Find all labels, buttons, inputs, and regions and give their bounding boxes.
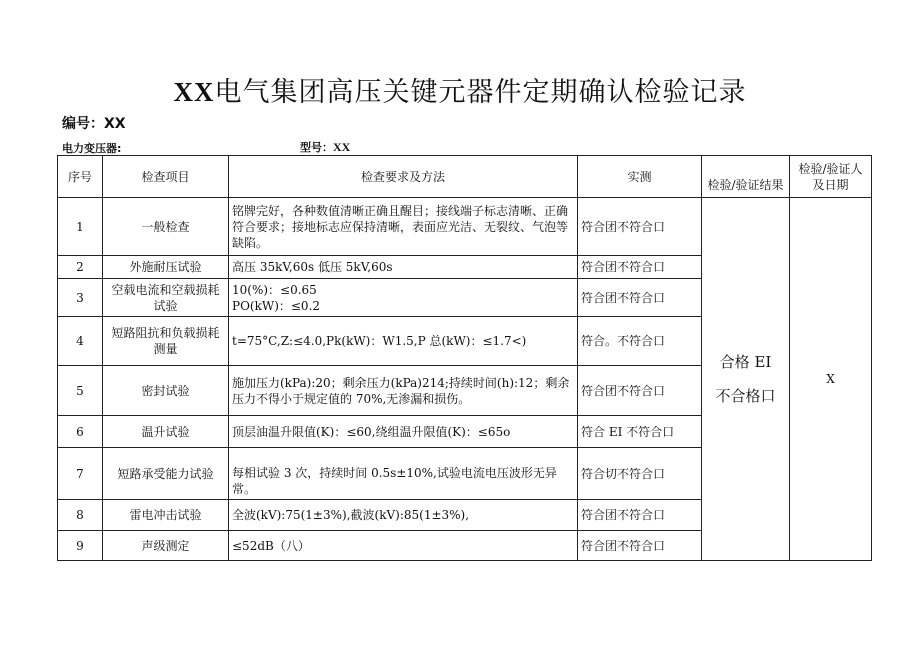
row-measured: 符合 EI 不符合口 bbox=[578, 416, 702, 448]
result-fail: 不合格口 bbox=[715, 387, 776, 405]
row-requirement: 每相试验 3 次，持续时间 0.5s±10%,试验电流电压波形无异常。 bbox=[229, 448, 578, 500]
inspection-table bbox=[57, 155, 872, 561]
req-line: PO(kW)：≤0.2 bbox=[232, 298, 321, 313]
model-value: XX bbox=[333, 140, 351, 154]
row-requirement: 全波(kV):75(1±3%),截波(kV):85(1±3%), bbox=[229, 500, 578, 531]
transformer-label: 电力变压器: bbox=[62, 142, 122, 155]
row-item: 空载电流和空载损耗试验 bbox=[103, 279, 229, 317]
row-item: 一般检查 bbox=[103, 198, 229, 256]
row-measured: 符合团不符合口 bbox=[578, 531, 702, 561]
header-requirement: 检查要求及方法 bbox=[229, 156, 578, 198]
row-requirement: 顶层油温升限值(K)：≤60,绕组温升限值(K)：≤65o bbox=[229, 416, 578, 448]
header-measured: 实测 bbox=[578, 156, 702, 198]
row-requirement: t=75°C,Z:≤4.0,Pk(kW)：W1.5,P 总(kW)：≤1.7<) bbox=[229, 317, 578, 366]
row-seq: 3 bbox=[58, 279, 103, 317]
row-measured: 符合。不符合口 bbox=[578, 317, 702, 366]
row-item: 声级测定 bbox=[103, 531, 229, 561]
row-measured: 符合团不符合口 bbox=[578, 256, 702, 279]
model-label: 型号：XX bbox=[300, 140, 351, 154]
row-item: 雷电冲击试验 bbox=[103, 500, 229, 531]
row-requirement: 施加压力(kPa):20；剩余压力(kPa)214;持续时间(h):12；剩余压力不得小于规定值的 70%,无渗漏和损伤。 bbox=[229, 366, 578, 416]
result-pass: 合格 EI bbox=[719, 353, 772, 371]
row-measured: 符合切不符合口 bbox=[578, 448, 702, 500]
table-row bbox=[58, 198, 872, 256]
document-number: 编号：XX bbox=[62, 116, 126, 132]
row-seq: 7 bbox=[58, 448, 103, 500]
row-measured: 符合团不符合口 bbox=[578, 366, 702, 416]
header-result: 检验/验证结果 bbox=[702, 156, 790, 198]
row-seq: 5 bbox=[58, 366, 103, 416]
req-line: 10(%)：≤0.65 bbox=[232, 282, 317, 297]
row-item: 外施耐压试验 bbox=[103, 256, 229, 279]
row-requirement bbox=[229, 279, 578, 317]
row-seq: 4 bbox=[58, 317, 103, 366]
row-requirement: ≤52dB（八） bbox=[229, 531, 578, 561]
table-header-row bbox=[58, 156, 872, 198]
row-item: 短路阻抗和负载损耗测量 bbox=[103, 317, 229, 366]
verifier-cell: X bbox=[790, 198, 872, 561]
row-seq: 1 bbox=[58, 198, 103, 256]
row-requirement: 高压 35kV,60s 低压 5kV,60s bbox=[229, 256, 578, 279]
document-title: XX电气集团高压关键元器件定期确认检验记录 bbox=[173, 77, 747, 108]
row-measured: 符合团不符合口 bbox=[578, 500, 702, 531]
header-verifier: 检验/验证人及日期 bbox=[790, 156, 872, 198]
result-cell bbox=[702, 198, 790, 561]
row-seq: 8 bbox=[58, 500, 103, 531]
row-seq: 6 bbox=[58, 416, 103, 448]
row-item: 短路承受能力试验 bbox=[103, 448, 229, 500]
row-seq: 9 bbox=[58, 531, 103, 561]
row-requirement: 铭牌完好，各种数值清晰正确且醒目；接线端子标志清晰、正确符合要求；接地标志应保持清晰，表面应光洁、无裂纹、气泡等缺陷。 bbox=[229, 198, 578, 256]
row-measured: 符合团不符合口 bbox=[578, 198, 702, 256]
header-seq: 序号 bbox=[58, 156, 103, 198]
row-item: 密封试验 bbox=[103, 366, 229, 416]
header-item: 检查项目 bbox=[103, 156, 229, 198]
row-seq: 2 bbox=[58, 256, 103, 279]
row-item: 温升试验 bbox=[103, 416, 229, 448]
row-measured: 符合团不符合口 bbox=[578, 279, 702, 317]
